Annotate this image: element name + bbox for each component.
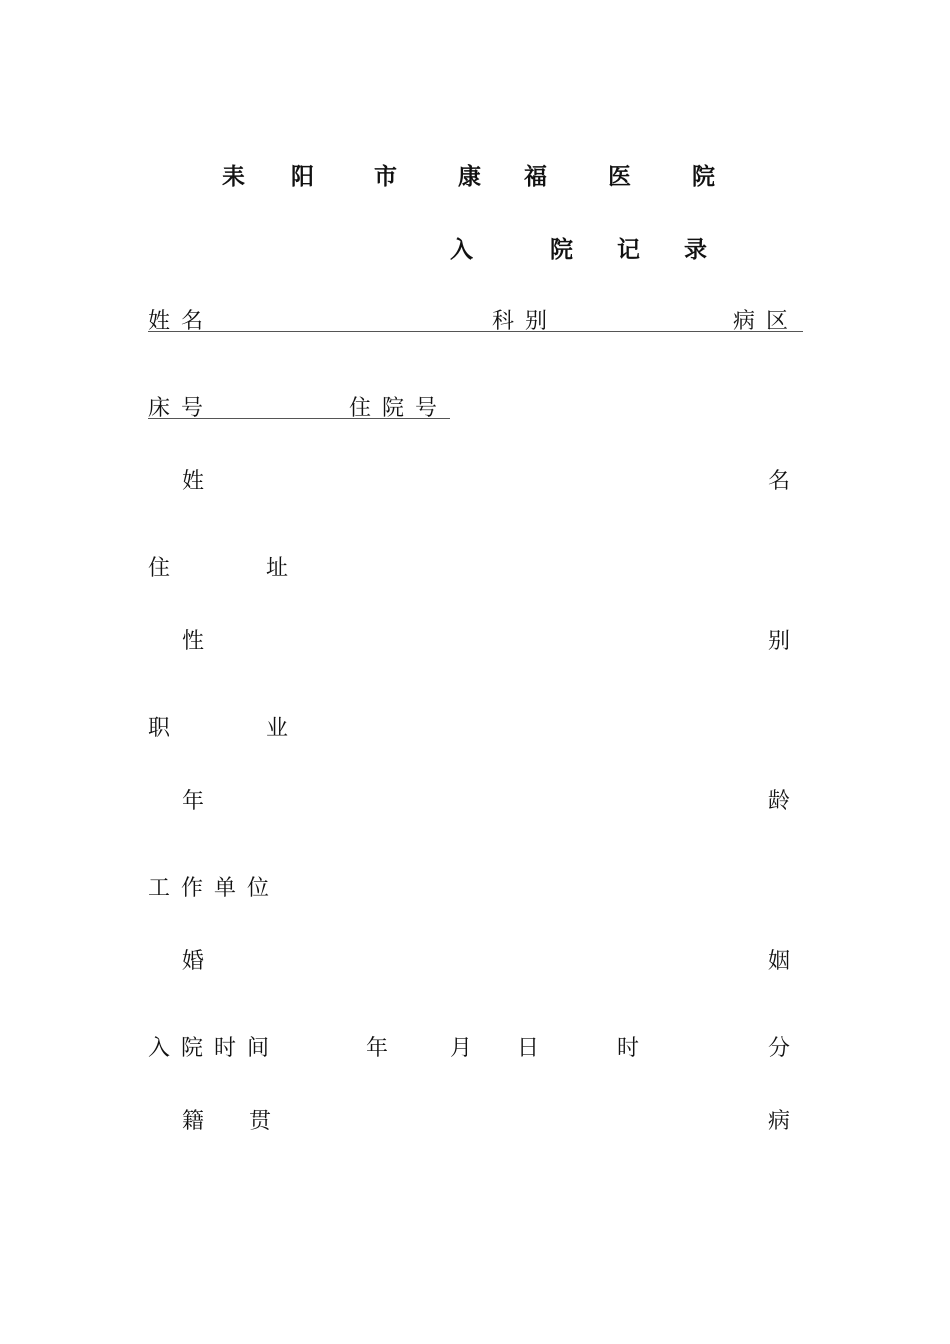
gender-label-char-2: 别 <box>768 629 793 654</box>
hospital-title-char-6: 医 <box>608 164 633 190</box>
history-label-start: 病 <box>768 1109 793 1134</box>
age-label-char-1: 年 <box>182 789 207 814</box>
header-line-2-underline <box>148 418 450 419</box>
header-name-label: 姓 名 <box>148 309 205 334</box>
record-title-char-4: 录 <box>684 237 709 263</box>
occupation-label-char-2: 业 <box>266 716 291 741</box>
admission-time-label: 入 院 时 间 <box>148 1036 271 1061</box>
admission-time-year: 年 <box>366 1036 391 1061</box>
header-ward-label: 病 区 <box>733 309 790 334</box>
admission-time-hour: 时 <box>617 1036 642 1061</box>
work-unit-label: 工 作 单 位 <box>148 876 271 901</box>
marriage-label-char-2: 姻 <box>768 949 793 974</box>
marriage-label-char-1: 婚 <box>182 949 207 974</box>
gender-label-char-1: 性 <box>182 629 207 654</box>
age-label-char-2: 龄 <box>768 789 793 814</box>
hospital-title-char-5: 福 <box>524 164 549 190</box>
header-bed-label: 床 号 <box>148 396 205 421</box>
address-label-char-1: 住 <box>148 556 173 581</box>
name-label-char-2: 名 <box>768 469 793 494</box>
name-label-char-1: 姓 <box>182 469 207 494</box>
admission-time-minute: 分 <box>768 1036 793 1061</box>
header-admission-no-label: 住 院 号 <box>349 396 439 421</box>
hospital-title-char-2: 阳 <box>291 164 316 190</box>
occupation-label-char-1: 职 <box>148 716 173 741</box>
record-title-char-2: 院 <box>550 237 575 263</box>
header-dept-label: 科 别 <box>492 309 549 334</box>
address-label-char-2: 址 <box>266 556 291 581</box>
hospital-title-char-3: 市 <box>374 164 399 190</box>
record-title-char-1: 入 <box>450 237 475 263</box>
admission-time-month: 月 <box>450 1036 475 1061</box>
hospital-title-char-1: 耒 <box>222 164 247 190</box>
native-place-label-char-2: 贯 <box>249 1109 274 1134</box>
record-title-char-3: 记 <box>617 237 642 263</box>
hospital-title-char-4: 康 <box>458 164 483 190</box>
native-place-label-char-1: 籍 <box>182 1109 207 1134</box>
header-line-1-underline <box>148 331 803 332</box>
hospital-title-char-7: 院 <box>692 164 717 190</box>
admission-time-day: 日 <box>517 1036 542 1061</box>
